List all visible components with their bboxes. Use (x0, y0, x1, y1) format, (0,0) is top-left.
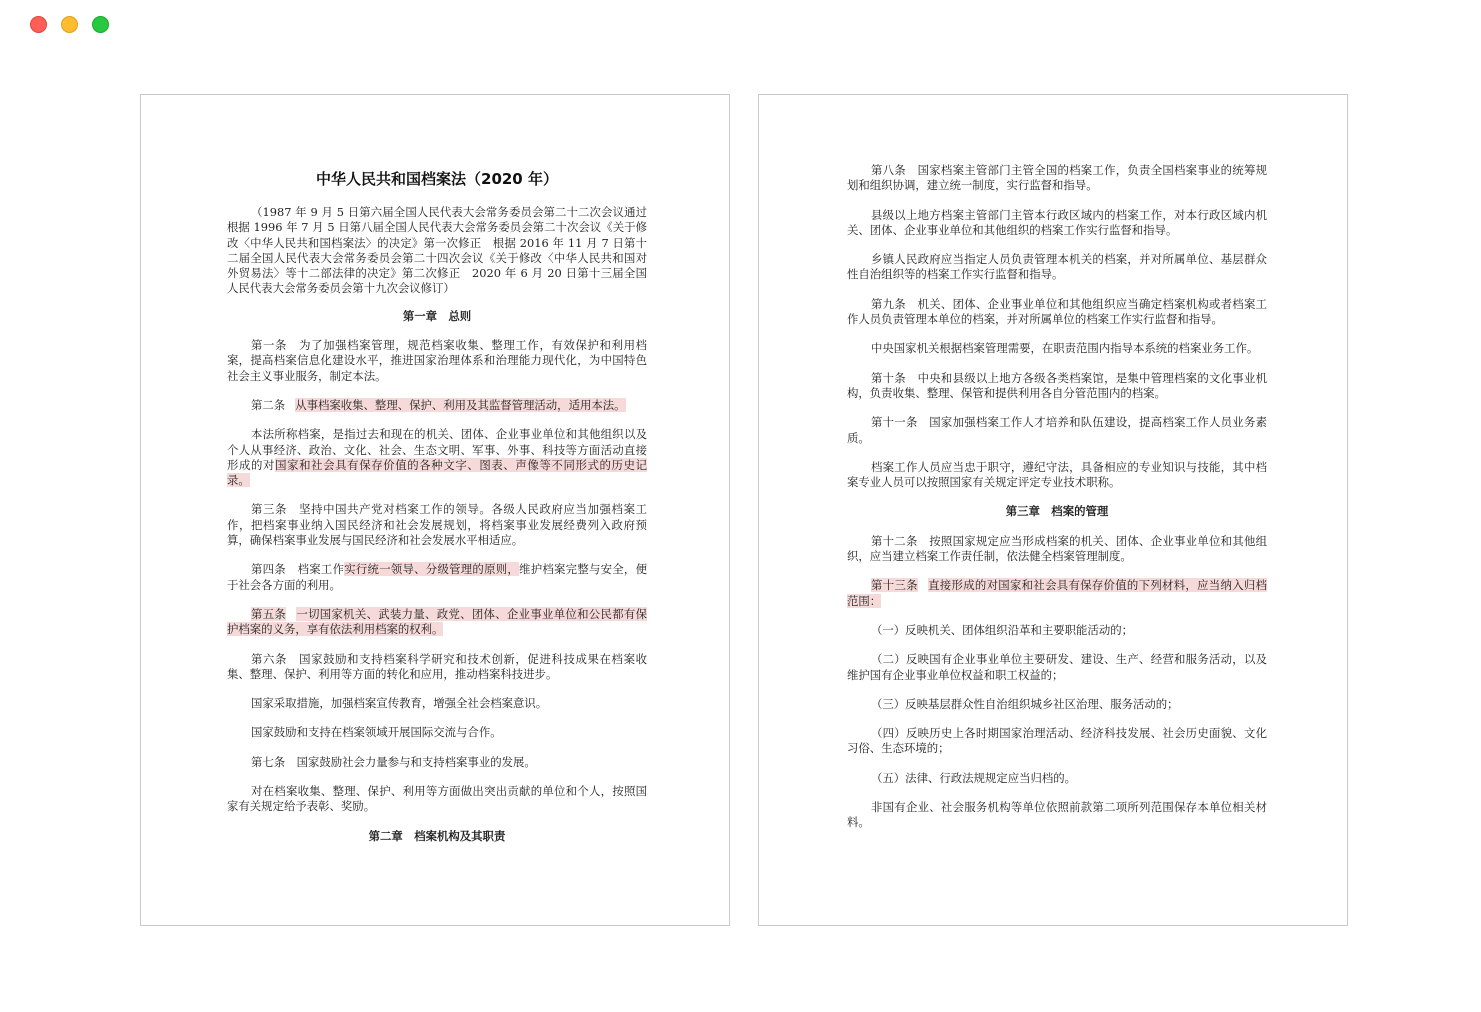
highlight[interactable]: 国家和社会具有保存价值的各种文字、图表、声像等不同形式的历史记录。 (227, 457, 647, 488)
paragraph-text: 本法所称档案，是指过去和现在的机关、团体、企业事业单位和其他组织以及个人从事经济、政治、文化、社会、生态文明、军事、外事、科技等方面活动直接形成的对 (227, 427, 647, 472)
article-11: 第十一条 国家加强档案工作人才培养和队伍建设，提高档案工作人员业务素质。 (847, 415, 1267, 445)
document-page-left (140, 94, 730, 926)
article-10: 第十条 中央和县级以上地方各级各类档案馆，是集中管理档案的文化事业机构，负责收集、整理、保管和提供利用各自分管范围内的档案。 (847, 370, 1267, 400)
article-label: 第二条 (251, 397, 286, 412)
article-6-paragraph-3: 国家鼓励和支持在档案领域开展国际交流与合作。 (251, 725, 502, 740)
article-13-item-3: （三）反映基层群众性自治组织城乡社区治理、服务活动的； (871, 696, 1179, 711)
article-label: 第五条 (251, 606, 287, 621)
paragraph-text: 维护档案完整与安全，便于社会各方面的利用。 (227, 562, 647, 592)
highlight[interactable]: 直接形成的对国家和社会具有保存价值的下列材料，应当纳入归档范围： (847, 578, 1267, 608)
article-11-paragraph-2: 档案工作人员应当忠于职守，遵纪守法，具备相应的专业知识与技能，其中档案专业人员可以按照国家有关规定评定专业技术职称。 (847, 459, 1267, 490)
window-controls (30, 16, 109, 33)
article-1: 第一条 为了加强档案管理，规范档案收集、整理工作，有效保护和利用档案，提高档案信息化建设水平，推进国家治理体系和治理能力现代化，为中国特色社会主义事业服务，制定本法。 (227, 338, 647, 383)
paragraph-text: 第四条 档案工作 (251, 562, 345, 577)
document-title: 中华人民共和国档案法（2020 年） (316, 170, 558, 188)
article-2-paragraph-2 (227, 427, 647, 488)
article-7: 第七条 国家鼓励社会力量参与和支持档案事业的发展。 (251, 754, 536, 769)
article-5 (227, 607, 647, 638)
highlight[interactable]: 从事档案收集、整理、保护、利用及其监督管理活动，适用本法。 (295, 397, 626, 412)
article-9-paragraph-2: 中央国家机关根据档案管理需要，在职责范围内指导本系统的档案业务工作。 (871, 341, 1259, 356)
article-4 (227, 562, 647, 593)
article-6: 第六条 国家鼓励和支持档案科学研究和技术创新，促进科技成果在档案收集、整理、保护、利用等方面的转化和应用，推动档案科技进步。 (227, 651, 647, 681)
article-13-item-5: （五）法律、行政法规规定应当归档的。 (871, 770, 1077, 785)
highlight[interactable]: 一切国家机关、武装力量、政党、团体、企业事业单位和公民都有保护档案的义务，享有依法利用档案的权利。 (227, 606, 647, 637)
page-content (847, 163, 1267, 845)
article-7-paragraph-2: 对在档案收集、整理、保护、利用等方面做出突出贡献的单位和个人，按照国家有关规定给予表彰、奖励。 (227, 784, 647, 814)
chapter-heading: 第二章 档案机构及其职责 (368, 828, 506, 843)
zoom-window-button[interactable] (92, 16, 109, 33)
article-13-item-1: （一）反映机关、团体组织沿革和主要职能活动的； (871, 622, 1133, 637)
article-8: 第八条 国家档案主管部门主管全国的档案工作，负责全国档案事业的统筹规划和组织协调，建立统一制度，实行监督和指导。 (847, 163, 1267, 193)
close-window-button[interactable] (30, 16, 47, 33)
article-13-paragraph-2: 非国有企业、社会服务机构等单位依照前款第二项所列范围保存本单位相关材料。 (847, 800, 1267, 830)
article-12: 第十二条 按照国家规定应当形成档案的机关、团体、企业事业单位和其他组织，应当建立档案工作责任制，依法健全档案管理制度。 (847, 533, 1267, 564)
preface-note: （1987 年 9 月 5 日第六届全国人民代表大会常务委员会第二十二次会议通过 根据 1996 年 7 月 5 日第八届全国人民代表大会常务委员会第二十次会议《关于修改〈中华人民共和国档案法〉的决定》第一次修正 根据 2016 年 11 月 7 日第十二届全国人民代表大会常务委员会第二十四次会议《关于修改〈中华人民共和国对外贸易法〉等十二部法律的决定》第二次修正 2020 年 6 月 20 日第十三届全国人民代表大会常务委员会第十九次会议修订） (227, 205, 659, 296)
article-8-paragraph-3: 乡镇人民政府应当指定人员负责管理本机关的档案，并对所属单位、基层群众性自治组织等的档案工作实行监督和指导。 (847, 252, 1267, 282)
article-8-paragraph-2: 县级以上地方档案主管部门主管本行政区域内的档案工作，对本行政区域内机关、团体、企业事业单位和其他组织的档案工作实行监督和指导。 (847, 207, 1267, 237)
article-9: 第九条 机关、团体、企业事业单位和其他组织应当确定档案机构或者档案工作人员负责管理本单位的档案，并对所属单位的档案工作实行监督和指导。 (847, 296, 1267, 327)
page-content (227, 169, 659, 858)
article-13 (847, 578, 1267, 609)
article-label: 第十三条 (871, 578, 918, 593)
article-13-item-2: （二）反映国有企业事业单位主要研发、建设、生产、经营和服务活动，以及维护国有企业事业单位权益和职工权益的； (847, 652, 1267, 682)
article-2 (227, 398, 647, 413)
highlight[interactable]: 实行统一领导、分级管理的原则， (344, 562, 520, 577)
article-6-paragraph-2: 国家采取措施，加强档案宣传教育，增强全社会档案意识。 (251, 696, 548, 711)
article-13-item-4: （四）反映历史上各时期国家治理活动、经济科技发展、社会历史面貌、文化习俗、生态环境的； (847, 726, 1267, 756)
article-3: 第三条 坚持中国共产党对档案工作的领导。各级人民政府应当加强档案工作，把档案事业纳入国民经济和社会发展规划，将档案事业发展经费列入政府预算，确保档案事业发展与国民经济和社会发展水平相适应。 (227, 502, 647, 548)
minimize-window-button[interactable] (61, 16, 78, 33)
chapter-heading: 第三章 档案的管理 (1005, 504, 1109, 519)
chapter-heading: 第一章 总则 (402, 308, 472, 323)
document-page-right (758, 94, 1348, 926)
